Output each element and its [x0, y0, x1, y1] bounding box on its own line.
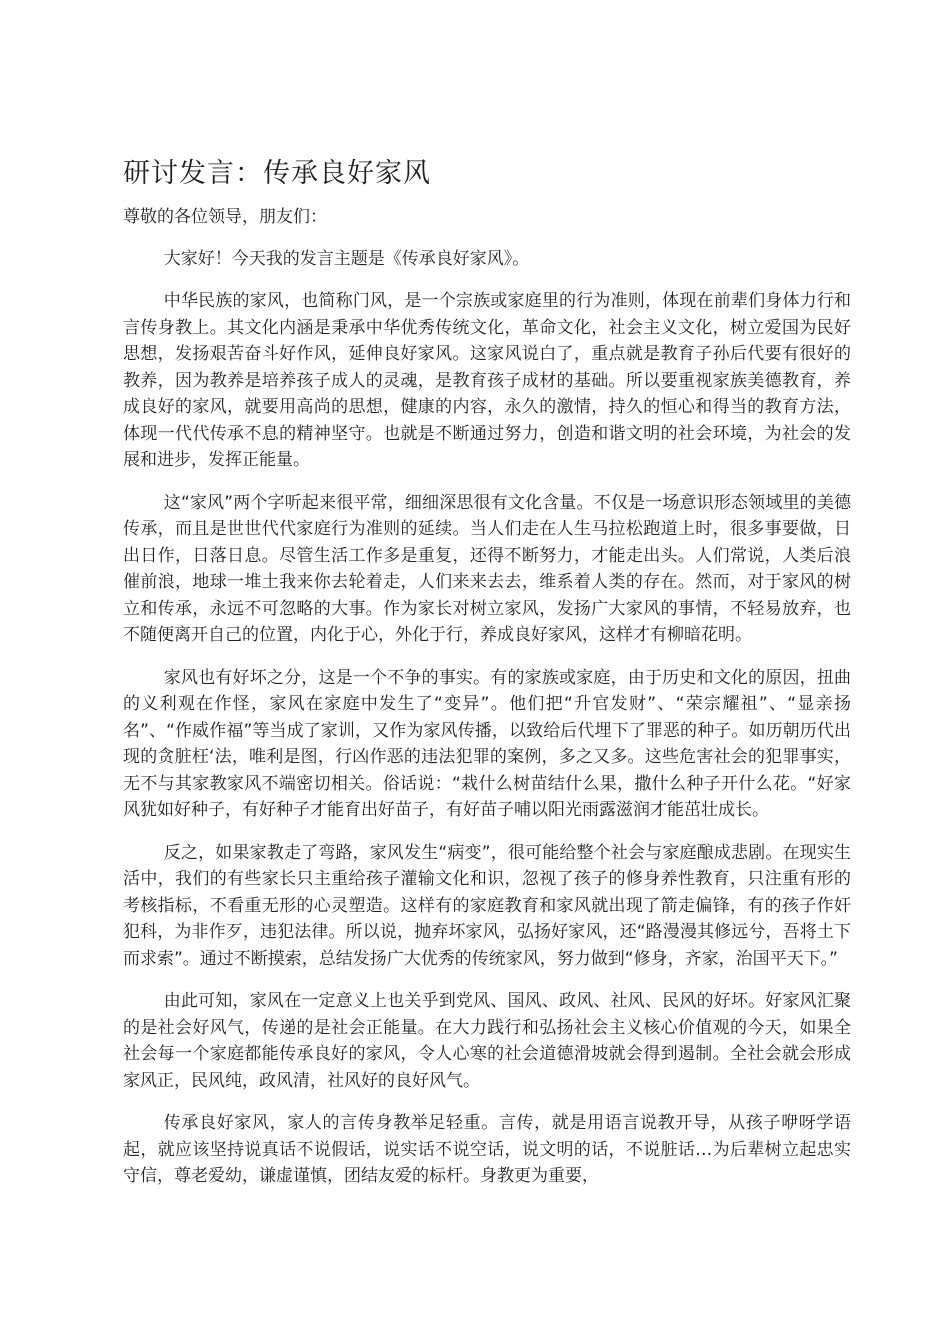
paragraph-greeting: 大家好！今天我的发言主题是《传承良好家风》。 — [163, 248, 530, 269]
document-title: 研讨发言：传承良好家风 — [123, 158, 431, 189]
paragraph-consequences: 反之，如果家教走了弯路，家风发生“病变”，很可能给整个社会与家庭酿成悲剧。在现实生活中，我们的有些家长只主重给孩子灌输文化和识，忽视了孩子的修身养性教育，只注重有形的考核指标，不看重无形的心灵塑造。这样有的家庭教育和家风就出现了箭走偏锋，有的孩子作奸犯科，为非作歹，违犯法律。所以说，抛弃坏家风，弘扬好家风，还“路漫漫其修远兮，吾将土下而求索”。通过不断摸索，总结发扬广大优秀的传统家风，努力做到“修身，齐家，治国平天下。” — [123, 842, 851, 969]
paragraph-words-and-deeds: 传承良好家风，家人的言传身教举足轻重。言传，就是用语言说教开导，从孩子咿呀学语起，就应该坚持说真话不说假话，说实话不说空话，说文明的话，不说脏话…为后辈树立起忠实守信，尊老爱幼，谦虚谨慎，团结友爱的标杆。身教更为重要， — [123, 1113, 851, 1186]
paragraph-family-tradition-definition: 中华民族的家风，也简称门风，是一个宗族或家庭里的行为准则，体现在前辈们身体力行和言传身教上。其文化内涵是秉承中华优秀传统文化，革命文化，社会主义文化，树立爱国为民好思想，发扬艰苦奋斗好作风，延伸良好家风。这家风说白了，重点就是教育子孙后代要有很好的教养，因为教养是培养孩子成人的灵魂，是教育孩子成材的基础。所以要重视家族美德教育，养成良好的家风，就要用高尚的思想，健康的内容，永久的激情，持久的恒心和得当的教育方法，体现一代代传承不息的精神坚守。也就是不断通过努力，创造和谐文明的社会环境，为社会的发展和进步，发挥正能量。 — [123, 291, 851, 470]
paragraph-good-and-bad-traditions: 家风也有好坏之分，这是一个不争的事实。有的家族或家庭，由于历史和文化的原因，扭曲的义利观在作怪，家风在家庭中发生了“变异”。他们把“升官发财”、“荣宗耀祖”、“显亲扬名”、“作威作福”等当成了家训，又作为家风传播，以致给后代埋下了罪恶的种子。如历朝历代出现的贪脏枉‘法，唯利是图，行凶作恶的违法犯罪的案例，多之又多。这些危害社会的犯罪事实，无不与其家教家风不端密切相关。俗话说：“栽什么树苗结什么果，撒什么种子开什么花。“好家风犹如好种子，有好种子才能育出好苗子，有好苗子哺以阳光雨露滋润才能茁壮成长。 — [123, 667, 851, 820]
paragraph-cultural-meaning: 这“家风”两个字听起来很平常，细细深思很有文化含量。不仅是一场意识形态领域里的美德传承，而且是世世代代家庭行为准则的延续。当人们走在人生马拉松跑道上时，很多事要做，日出日作，日落日息。尽管生活工作多是重复，还得不断努力，才能走出头。人们常说，人类后浪催前浪，地球一堆土我来你去轮着走，人们来来去去，维系着人类的存在。然而，对于家风的树立和传承，永远不可忽略的大事。作为家长对树立家风，发扬广大家风的事情，不轻易放弃，也不随便离开自己的位置，内化于心，外化于行，养成良好家风，这样才有柳暗花明。 — [123, 492, 851, 645]
paragraph-social-impact: 由此可知，家风在一定意义上也关乎到党风、国风、政风、社风、民风的好坏。好家风汇聚的是社会好风气，传递的是社会正能量。在大力践行和弘扬社会主义核心价值观的今天，如果全社会每一个家庭都能传承良好的家风，令人心寒的社会道德滑坡就会得到遏制。全社会就会形成家风正，民风纯，政风清，社风好的良好风气。 — [123, 991, 851, 1091]
salutation: 尊敬的各位领导，朋友们： — [123, 207, 327, 227]
document-page — [123, 154, 851, 1206]
